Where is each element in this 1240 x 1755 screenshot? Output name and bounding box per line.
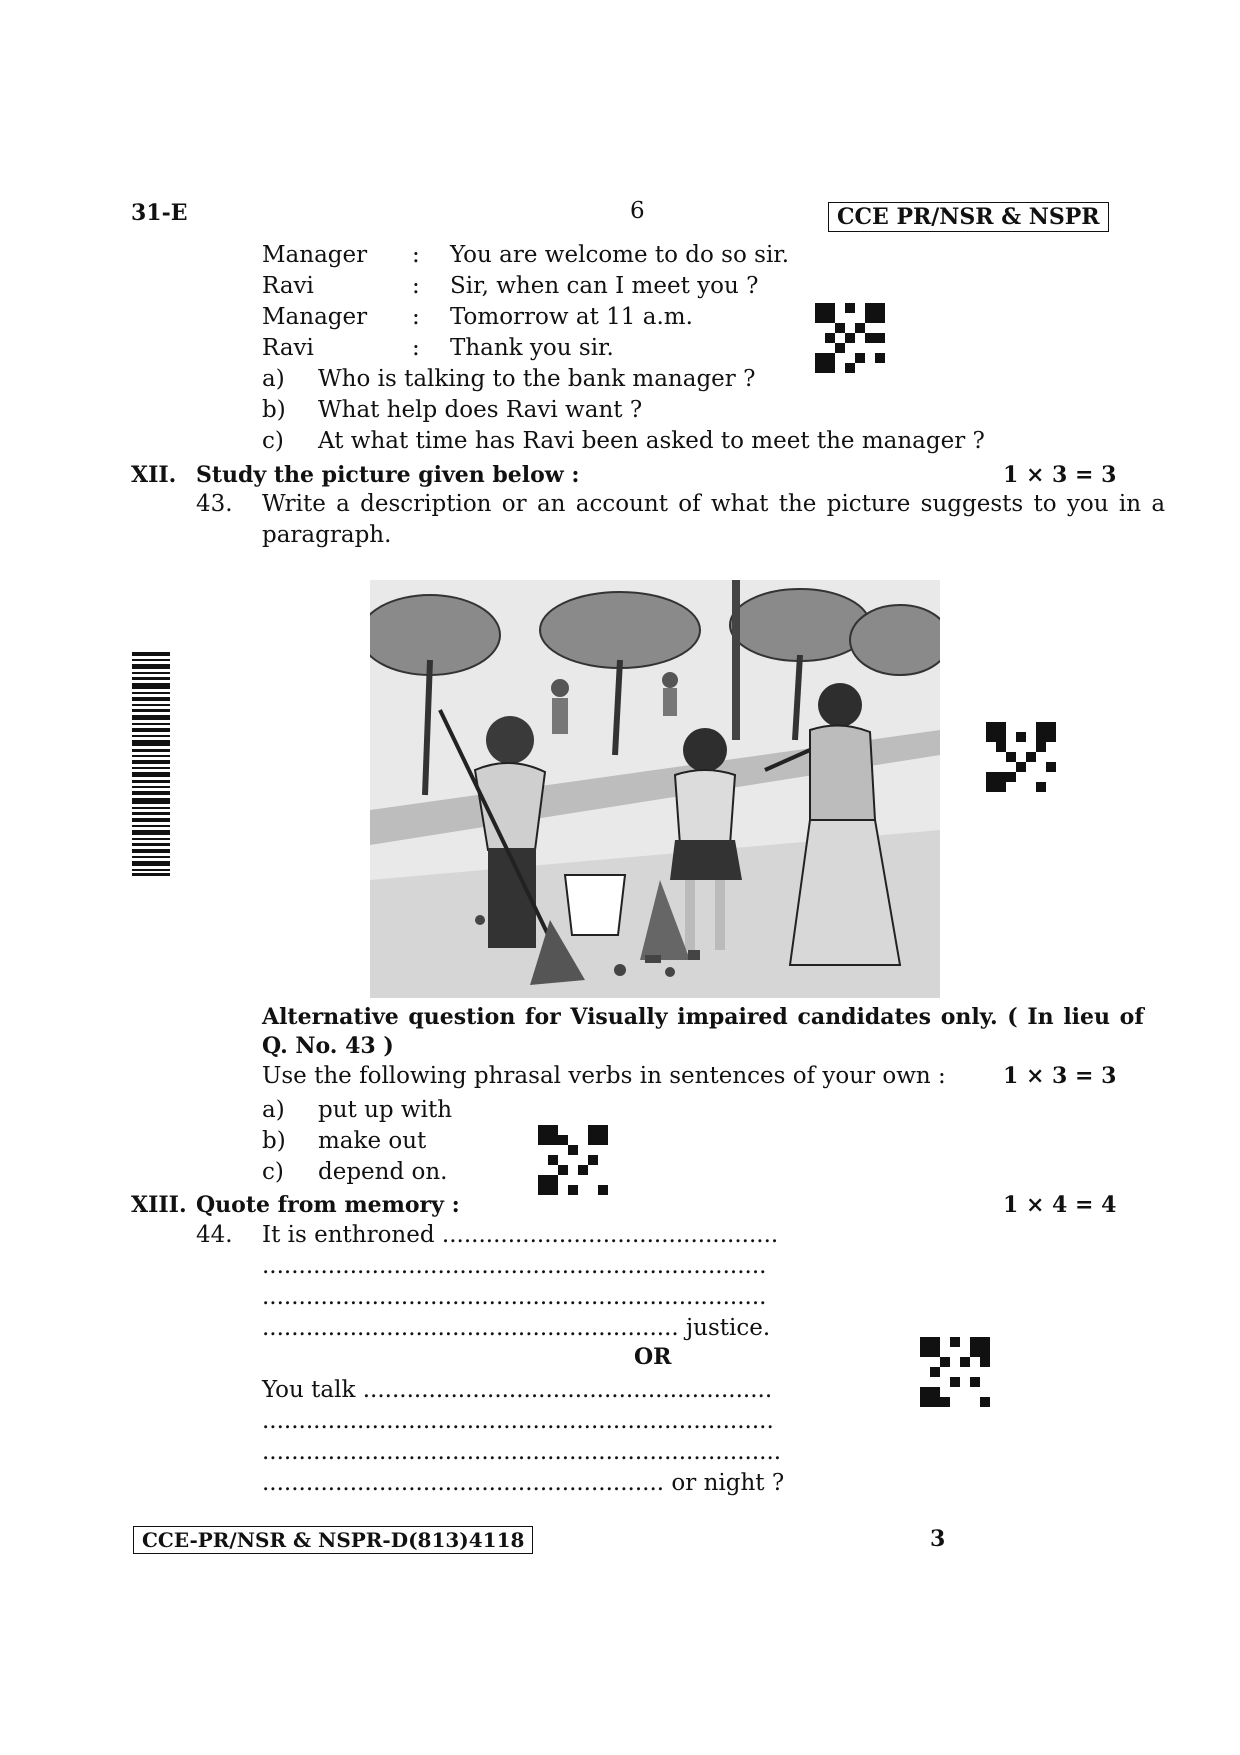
question-text: At what time has Ravi been asked to meet the manager ? [318, 428, 985, 454]
phrasal-verb: depend on. [318, 1159, 448, 1185]
quote-line: You talk ........................................................ [262, 1377, 773, 1403]
quote-line: ..................................................................... [262, 1284, 767, 1310]
section-marks: 1 × 3 = 3 [1003, 462, 1117, 488]
dialogue-line: You are welcome to do so sir. [450, 242, 790, 268]
alt-instruction: Use the following phrasal verbs in sentences of your own : [262, 1063, 946, 1089]
qr-code-icon [986, 722, 1056, 792]
quote-line: It is enthroned .............................................. [262, 1222, 779, 1248]
paper-code: 31-E [131, 200, 188, 226]
dialogue-colon: : [412, 335, 420, 361]
question-text: paragraph. [262, 522, 392, 548]
question-label: c) [262, 428, 284, 454]
quote-line: ..................................................................... [262, 1253, 767, 1279]
dialogue-speaker: Ravi [262, 273, 314, 299]
quote-line: ......................................................... justice. [262, 1315, 771, 1341]
or-label: OR [634, 1344, 672, 1370]
qr-code-icon [815, 303, 885, 373]
quote-line: ....................................................... or night ? [262, 1470, 785, 1496]
quote-line: ...................................................................... [262, 1408, 774, 1434]
phrasal-verb-label: b) [262, 1128, 286, 1154]
alt-question-heading: Alternative question for Visually impaired candidates only. ( In lieu of [262, 1004, 1144, 1030]
section-marks: 1 × 4 = 4 [1003, 1192, 1117, 1218]
section-numeral: XIII. [131, 1192, 187, 1218]
quote-line: ....................................................................... [262, 1439, 782, 1465]
dialogue-speaker: Ravi [262, 335, 314, 361]
phrasal-verb: put up with [318, 1097, 453, 1123]
phrasal-verb-label: a) [262, 1097, 285, 1123]
dialogue-line: Sir, when can I meet you ? [450, 273, 759, 299]
dialogue-colon: : [412, 242, 420, 268]
cleaning-street-illustration [370, 580, 940, 998]
footer-code-box: CCE-PR/NSR & NSPR-D(813)4118 [133, 1526, 533, 1554]
dialogue-speaker: Manager [262, 242, 368, 268]
section-title: Study the picture given below : [196, 462, 580, 488]
qr-code-icon [538, 1125, 608, 1195]
question-label: a) [262, 366, 285, 392]
series-box: CCE PR/NSR & NSPR [828, 202, 1109, 232]
section-title: Quote from memory : [196, 1192, 460, 1218]
question-text: Write a description or an account of what the picture suggests to you in a [262, 491, 1166, 517]
question-text: What help does Ravi want ? [318, 397, 643, 423]
dialogue-colon: : [412, 304, 420, 330]
qr-code-icon [920, 1337, 990, 1407]
question-text: Who is talking to the bank manager ? [318, 366, 756, 392]
question-label: b) [262, 397, 286, 423]
barcode-icon [132, 652, 170, 876]
dialogue-line: Tomorrow at 11 a.m. [450, 304, 693, 330]
dialogue-line: Thank you sir. [450, 335, 614, 361]
sheet-number: 3 [930, 1526, 946, 1552]
phrasal-verb-label: c) [262, 1159, 284, 1185]
section-numeral: XII. [131, 462, 177, 488]
page-number: 6 [630, 198, 645, 224]
dialogue-colon: : [412, 273, 420, 299]
question-number: 43. [196, 491, 233, 517]
phrasal-verb: make out [318, 1128, 427, 1154]
alt-question-heading: Q. No. 43 ) [262, 1033, 394, 1059]
alt-marks: 1 × 3 = 3 [1003, 1063, 1117, 1089]
dialogue-speaker: Manager [262, 304, 368, 330]
question-number: 44. [196, 1222, 233, 1248]
